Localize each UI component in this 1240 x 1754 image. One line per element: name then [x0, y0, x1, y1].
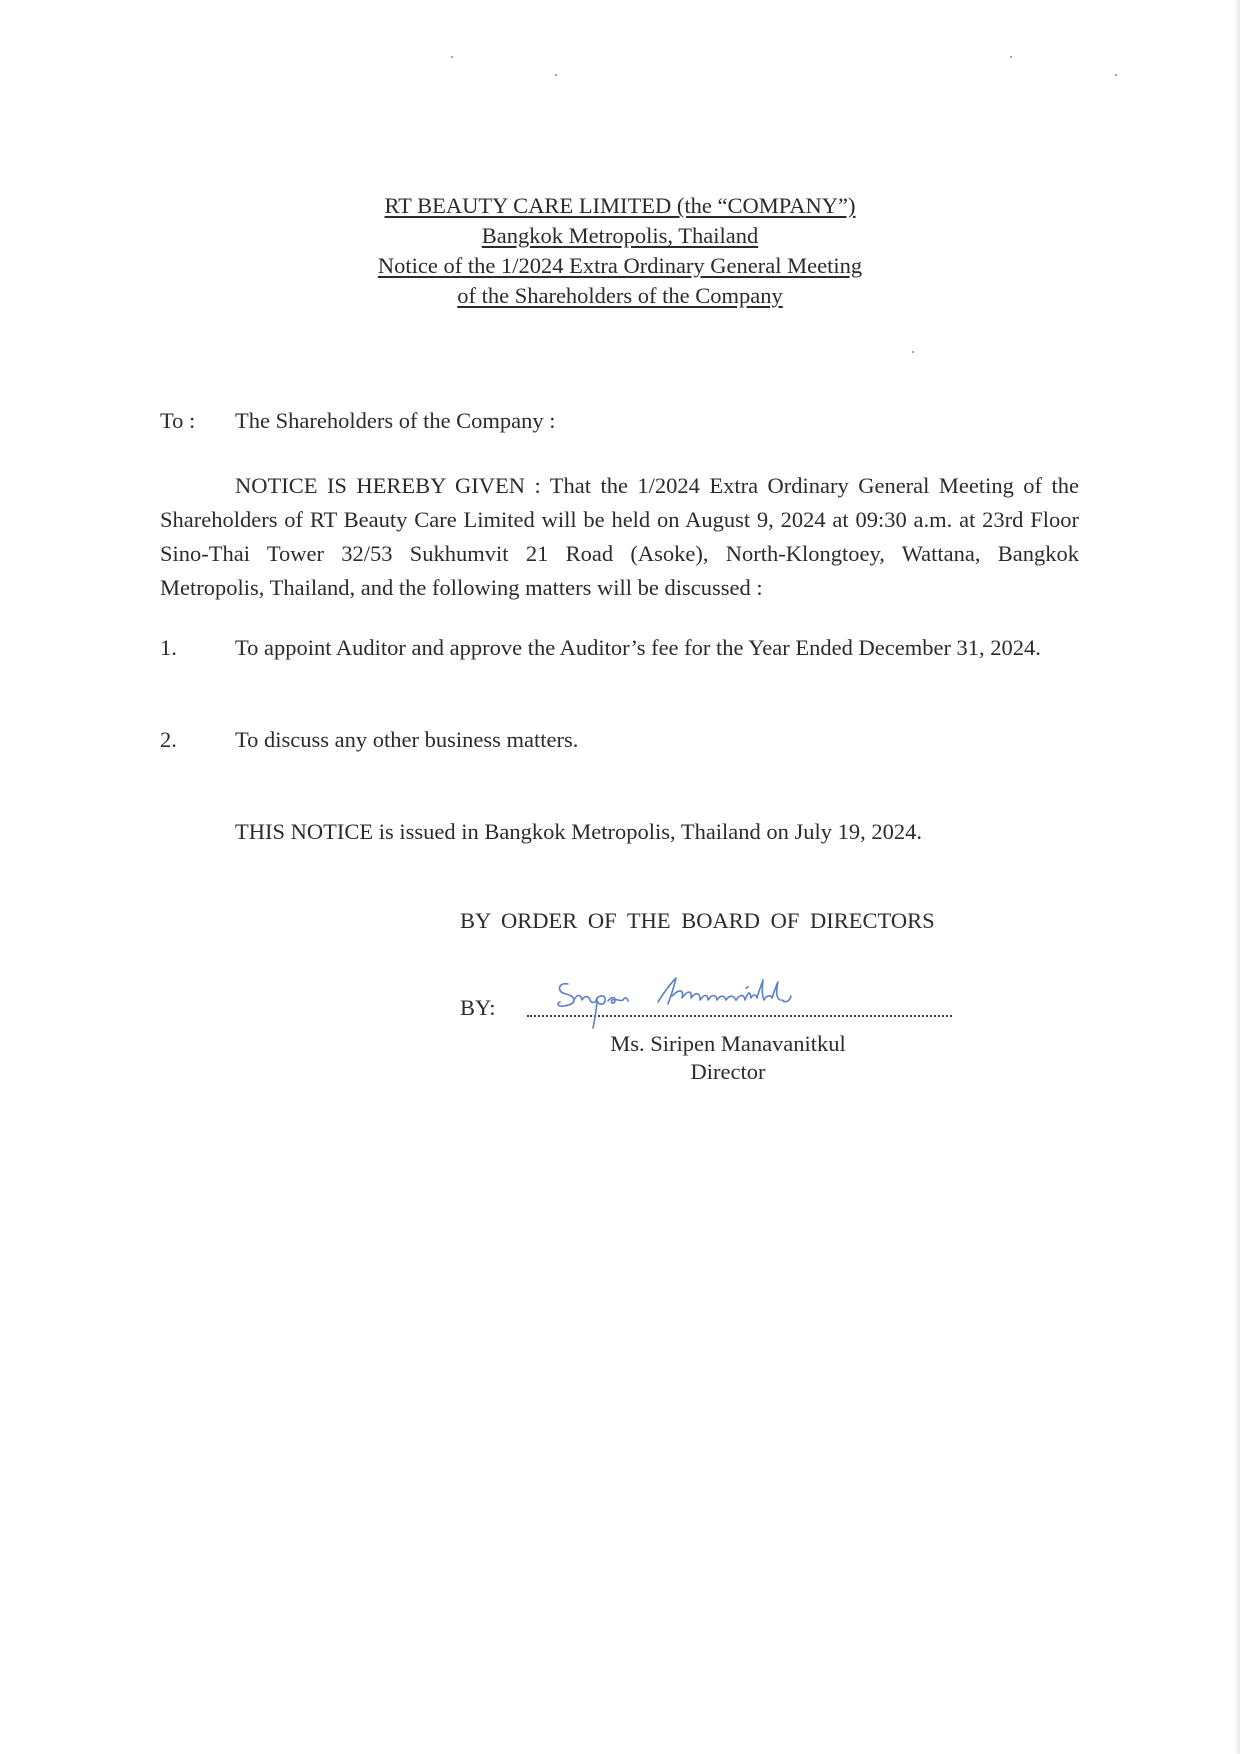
- notice-paragraph: NOTICE IS HEREBY GIVEN : That the 1/2024 Extra Ordinary General Meeting of the Shareholders of RT Beauty Care Limited will be held on August 9, 2024 at 09:30 a.m. at 23rd Floor Sino-Thai Tower 32/53 Sukhumvit 21 Road (Asoke), North-Klongtoey, Wattana, Bangkok Metropolis, Thailand, and the following matters will be discussed :: [160, 473, 1079, 600]
- agenda-item: [160, 723, 1079, 757]
- location-heading: Bangkok Metropolis, Thailand: [481, 223, 759, 248]
- agenda-item-text: To appoint Auditor and approve the Auditor’s fee for the Year Ended December 31, 2024.: [235, 635, 1041, 660]
- company-name-heading: RT BEAUTY CARE LIMITED (the “COMPANY”): [384, 193, 856, 218]
- notice-title-heading: Notice of the 1/2024 Extra Ordinary General Meeting: [377, 253, 863, 278]
- agenda-item-text: To discuss any other business matters.: [235, 727, 579, 752]
- scan-speck: [1010, 56, 1012, 58]
- scan-speck: [1115, 74, 1117, 76]
- addressee-label: To :: [160, 408, 196, 433]
- agenda-item-number: 2.: [160, 727, 177, 752]
- handwritten-signature: [550, 970, 850, 1030]
- document-heading: [0, 191, 1240, 311]
- addressee-text: The Shareholders of the Company :: [235, 408, 556, 433]
- signature-by-label: BY:: [460, 995, 496, 1020]
- scan-speck: [451, 56, 453, 58]
- scan-speck: [555, 74, 557, 76]
- agenda-item-number: 1.: [160, 635, 177, 660]
- signer-title: Director: [690, 1059, 766, 1084]
- board-order-line: BY ORDER OF THE BOARD OF DIRECTORS: [460, 908, 935, 933]
- issued-statement: THIS NOTICE is issued in Bangkok Metropolis, Thailand on July 19, 2024.: [235, 819, 923, 844]
- signature-strokes: [558, 978, 791, 1028]
- agenda-item: [160, 631, 1079, 665]
- signer-name: Ms. Siripen Manavanitkul: [610, 1031, 846, 1056]
- notice-subtitle-heading: of the Shareholders of the Company: [457, 283, 783, 308]
- scan-speck: [912, 351, 914, 353]
- addressee-line: [160, 406, 556, 436]
